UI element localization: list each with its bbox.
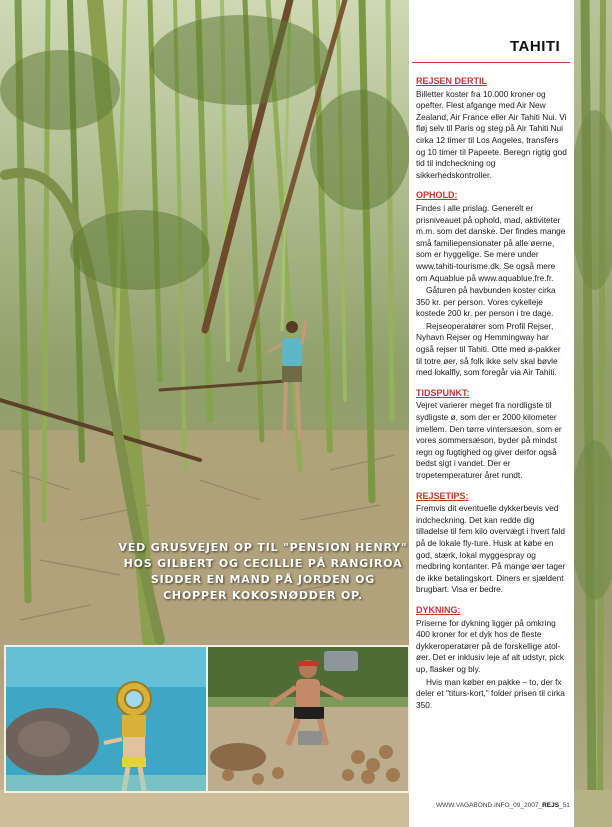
paragraph: Vejret varierer meget fra nordligste til sydligste ø, som der er 2000 kilometer imellem. Den tørre vintersæson, som er vores sommersæson, byder på mindst regn og fugtighed og giver derfor også bedst sigt i vandet. Der er tropetemperaturer året rundt. (416, 400, 562, 480)
facts-travel-tips (416, 491, 567, 596)
page-number: _51 (559, 802, 570, 809)
paragraph: Gåturen på havbunden koster cirka 350 kr. per person. Vores cykelleje kostede 200 kr. per person i tre dage. (416, 285, 556, 319)
heading-diving: DYKNING: (416, 604, 461, 615)
facts-accommodation (416, 190, 567, 379)
underwater-diver-photo (4, 645, 208, 793)
paragraph: Billetter koster fra 10.000 kroner og opefter. Flest afgange med Air New Zealand, Air France eller Air Tahiti Nui. Vi fløj selv til Paris og steg på Air Tahiti Nui cirka 12 timer til Los Angeles, transfers og 10 timer til Papeete. Beregn rigtig god tid til indcheckning og sikkerhedskontroller. (416, 88, 567, 180)
facts-diving (416, 605, 567, 711)
paragraph: Hvis man køber en pakke – to, der fx deler et "titurs-kort," folder prisen til cirka 350. (416, 676, 565, 710)
photo-caption: VED GRUSVEJEN OP TIL "PENSION HENRY" HOS GILBERT OG CECILLIE PÅ RANGIROA SIDDER EN MAND PÅ JORDEN OG CHOPPER KOKOSNØDDER OP. (118, 541, 408, 602)
paragraph: Findes i alle prislag. Generelt er prisniveauet på ophold, mad, aktiviteter m.m. som det danske. Der findes mange små familiepensionater på alle øerne, som er hyggelige. Se mere under www.tahiti-tourisme.dk. Se også mere om Aquablue på www.aquablue.fre.fr. (416, 202, 566, 283)
heading-timing: TIDSPUNKT: (416, 387, 470, 398)
paragraph: Priserne for dykning ligger på omkring 400 kroner for et dyk hos de fleste dykkeroperatører på de forskellige atol-øer. Det er inklusiv leje af alt udstyr, pick up, flasker og bly. (416, 617, 565, 674)
page-footer (436, 802, 572, 809)
facts-timing (416, 388, 567, 482)
heading-travel-tips: REJSETIPS: (416, 490, 469, 501)
facts-getting-there (416, 76, 567, 181)
footer-magazine: REJS (542, 802, 560, 809)
coconut-chopper-photo (206, 645, 410, 793)
heading-getting-there: REJSEN DERTIL (416, 76, 488, 86)
section-divider (412, 62, 570, 63)
section-label: TAHITI (510, 38, 561, 55)
footer-site: WWW.VAGABOND.INFO_09_2007_ (436, 802, 543, 809)
travel-facts (416, 76, 567, 720)
paragraph: Rejseoperatører som Profil Rejser, Nyhavn Rejser og Hemmingway har også rejser til Tahiti. Otte med ø-pakker til totre øer, så folk ikke selv skal bøvle med lokalfly, som foregår via Air Tahiti. (416, 320, 561, 378)
heading-accommodation: OPHOLD: (416, 190, 458, 201)
paragraph: Fremvis dit eventuelle dykkerbevis ved indcheckning. Det kan redde dig tilladelse til fem kilo overvægt i hvert fald på de lokale fly-ture. Husk at købe en god, stærk, lokal myggespray og medbring kontanter. På mange øer tager de ikke betalingskort. Diners er sjældent brugbart. Visa er bedre. (416, 503, 566, 595)
parked-car (324, 651, 358, 671)
